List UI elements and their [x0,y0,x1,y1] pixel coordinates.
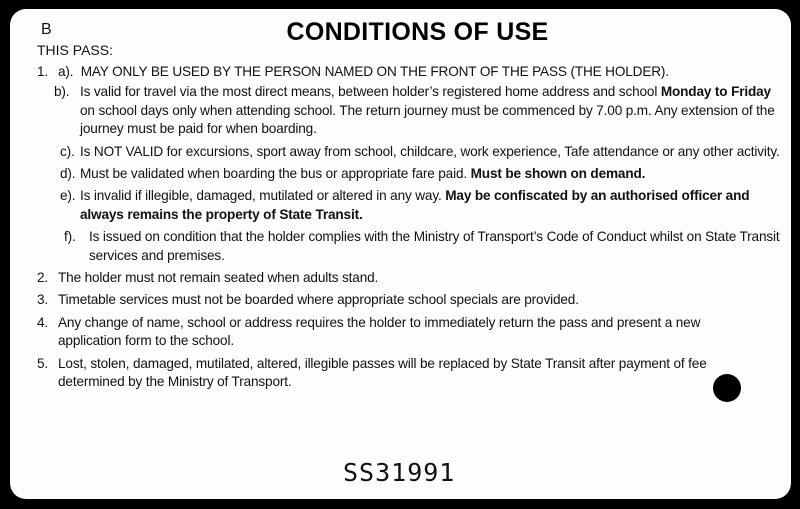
clause-1 [37,63,785,81]
clause-number: d). [60,166,76,182]
clause-text: Is issued on condition that the holder complies with the Ministry of Transport’s Code of Conduct whilst on State Transit services and premises. [89,229,780,263]
clause-number: 3. [37,292,49,308]
clause-number: 5. [37,355,49,371]
clause-number: f). [64,229,76,245]
clause-number: 4. [37,314,49,330]
clause-2 [37,269,785,287]
clause-text: The holder must not remain seated when adults stand. [58,270,379,286]
clause-number: 2. [37,270,49,286]
clause-bold: Must be shown on demand. [470,166,646,182]
clause-text: Lost, stolen, damaged, mutilated, altered, illegible passes will be replaced by State Transit after payment of fee determined by the Ministry of Transport. [58,355,707,390]
clause-bold: Monday to Friday [660,84,771,100]
conditions-list [37,63,785,396]
clause-number: c). [60,143,75,159]
clause-bold: May be confiscated by an authorised officer and always remains the property of State Transit. [80,188,750,222]
clause-text: Any change of name, school or address requires the holder to immediately return the pass and present a new application form to the school. [58,314,701,349]
clause-3 [37,291,785,309]
clause-1c [37,143,785,161]
corner-letter: B [41,21,52,38]
clause-text: Is invalid if illegible, damaged, mutilated or altered in any way. [80,188,446,204]
transit-pass-card [10,9,791,499]
clause-1e [37,187,785,224]
clause-number: e). [60,188,76,204]
card-title: CONDITIONS OF USE [286,18,549,46]
clause-4 [37,314,785,351]
clause-1a-text: MAY ONLY BE USED BY THE PERSON NAMED ON THE FRONT OF THE PASS (THE HOLDER). [80,64,669,79]
clause-text: Must be validated when boarding the bus or appropriate fare paid. [80,166,471,182]
clause-5 [37,355,785,392]
serial-number: SS31991 [343,458,456,487]
clause-number: 1. [37,64,49,79]
clause-1a-number: a). [58,64,74,79]
intro-text: THIS PASS: [37,42,113,58]
clause-1f [37,228,785,265]
clause-text: Is NOT VALID for excursions, sport away from school, childcare, work experience, Tafe attendance or any other activity. [80,143,780,159]
clause-1b [37,83,785,138]
punch-hole [713,374,741,402]
clause-text: on school days only when attending school. The return journey must be commenced by 7.00 p.m. Any extension of the journey must be paid for when boarding. [80,102,775,137]
clause-text: Is valid for travel via the most direct means, between holder’s registered home address and school [80,84,661,100]
clause-1d [37,165,785,183]
clause-number: b). [54,84,70,100]
clause-text: Timetable services must not be boarded where appropriate school specials are provided. [58,292,579,308]
